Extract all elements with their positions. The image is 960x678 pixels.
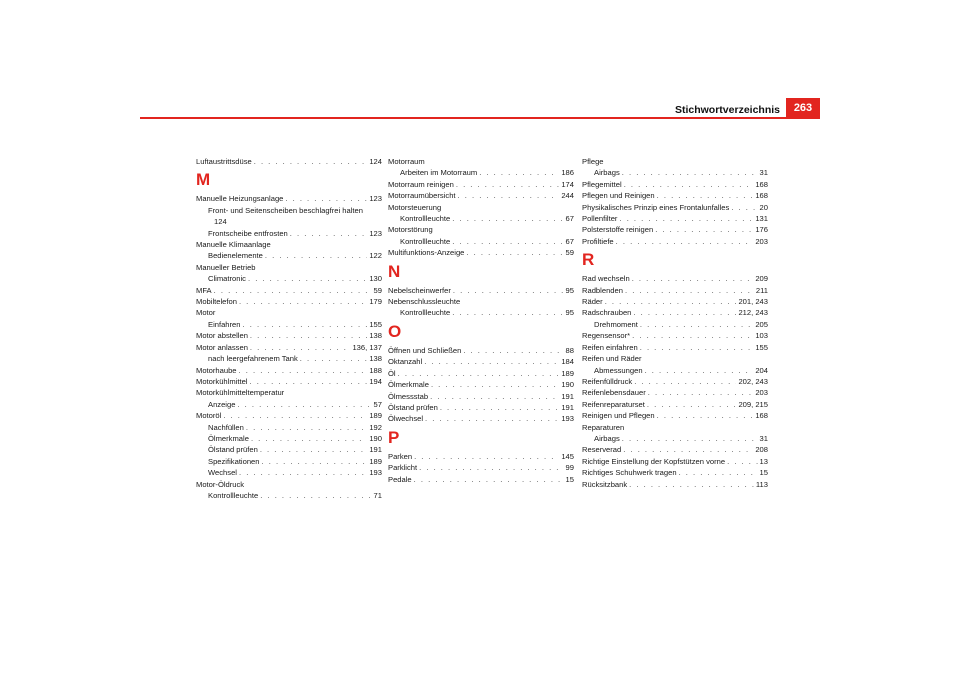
dot-leader (731, 202, 757, 213)
entry-page-ref: 155 (755, 342, 768, 352)
entry-label: Kontrollleuchte (400, 236, 451, 246)
index-entry (196, 387, 382, 398)
entry-page-ref: 208 (755, 445, 768, 455)
entry-page-ref: 15 (759, 468, 768, 478)
entry-page-ref: 124 (369, 157, 382, 166)
entry-label: Ölstand prüfen (208, 445, 258, 455)
dot-leader (625, 285, 754, 296)
entry-page-ref: 168 (755, 191, 768, 201)
entry-label: Frontscheibe entfrosten (208, 228, 288, 238)
entry-label: Parklicht (388, 463, 418, 473)
index-column-1 (196, 156, 382, 501)
index-entry (196, 156, 382, 167)
entry-page-ref: 59 (565, 248, 574, 258)
entry-page-ref: 201, 243 (738, 297, 768, 307)
entry-page-ref: 155 (369, 319, 382, 329)
index-entry (388, 190, 574, 201)
dot-leader (260, 490, 371, 501)
entry-label: Motorhaube (196, 365, 237, 375)
index-subentry (582, 167, 768, 178)
index-entry (582, 285, 768, 296)
header-title: Stichwortverzeichnis (674, 104, 780, 116)
entry-page-ref: 189 (561, 368, 574, 378)
dot-leader (419, 462, 563, 473)
entry-label: Multifunktions-Anzeige (388, 248, 465, 258)
dot-leader (629, 479, 754, 490)
entry-label: Motoröl (196, 411, 222, 421)
index-entry (388, 391, 574, 402)
index-entry (196, 296, 382, 307)
entry-label: Motorraumübersicht (388, 191, 456, 201)
entry-label: Pflegen und Reinigen (582, 191, 655, 201)
dot-leader (246, 422, 367, 433)
dot-leader (640, 319, 753, 330)
index-subentry (196, 456, 382, 467)
index-entry (388, 451, 574, 462)
dot-leader (727, 456, 757, 467)
entry-page-ref: 179 (369, 297, 382, 307)
index-subentry (388, 213, 574, 224)
entry-page-ref: 212, 243 (738, 308, 768, 318)
dot-leader (290, 228, 368, 239)
entry-label: nach leergefahrenem Tank (208, 354, 298, 364)
entry-label: Richtige Einstellung der Kopfstützen vorne (582, 456, 726, 466)
dot-leader (223, 410, 367, 421)
section-letter: O (388, 321, 402, 341)
index-entry (388, 413, 574, 424)
entry-label: Reifenreparaturset (582, 399, 645, 409)
entry-label: Motorkühlmittel (196, 376, 248, 386)
entry-label: Manuelle Klimaanlage (196, 240, 271, 250)
entry-label: Motorsteuerung (388, 202, 442, 212)
dot-leader (605, 296, 737, 307)
dot-leader (456, 179, 559, 190)
index-entry (582, 456, 768, 467)
index-entry (388, 296, 574, 307)
entry-page-ref: 130 (369, 274, 382, 284)
entry-label: Pflege (582, 157, 604, 166)
entry-label: Ölmerkmale (208, 433, 249, 443)
dot-leader (237, 399, 371, 410)
entry-page-ref: 57 (373, 399, 382, 409)
dot-leader (479, 167, 559, 178)
dot-leader (616, 236, 754, 247)
entry-label: Ölmerkmale (388, 380, 429, 390)
index-subentry (196, 205, 382, 216)
index-entry (582, 479, 768, 490)
entry-label: Drehmoment (594, 319, 638, 329)
entry-page-ref: 186 (561, 168, 574, 178)
entry-page-ref: 244 (561, 191, 574, 201)
entry-page-ref: 189 (369, 411, 382, 421)
entry-page-ref: 67 (565, 214, 574, 224)
index-subentry (196, 490, 382, 501)
index-subentry (582, 319, 768, 330)
entry-label: MFA (196, 285, 212, 295)
index-subentry (196, 444, 382, 455)
dot-leader (260, 444, 368, 455)
entry-label: Manuelle Heizungsanlage (196, 194, 284, 204)
entry-page-ref: 123 (369, 228, 382, 238)
entry-label: Rad wechseln (582, 274, 630, 284)
dot-leader (640, 342, 754, 353)
entry-page-ref: 205 (755, 319, 768, 329)
entry-page-ref: 191 (561, 391, 574, 401)
entry-label: Kontrollleuchte (208, 490, 259, 500)
entry-label: Räder (582, 297, 603, 307)
entry-label: Öl (388, 368, 396, 378)
entry-page-ref: 168 (755, 179, 768, 189)
dot-leader (250, 330, 367, 341)
index-entry (582, 236, 768, 247)
dot-leader (458, 190, 560, 201)
index-entry (582, 202, 768, 213)
entry-label: Motorraum reinigen (388, 179, 454, 189)
index-entry (196, 342, 382, 353)
dot-leader (645, 365, 754, 376)
index-subentry (196, 422, 382, 433)
dot-leader (250, 342, 351, 353)
entry-page-ref: 123 (369, 194, 382, 204)
index-subentry (388, 167, 574, 178)
entry-page-ref: 31 (759, 433, 768, 443)
index-entry (388, 285, 574, 296)
index-entry (582, 190, 768, 201)
index-subentry (196, 250, 382, 261)
dot-leader (431, 379, 559, 390)
dot-leader (398, 368, 560, 379)
entry-label: Motor (196, 308, 216, 318)
entry-label: Reifen einfahren (582, 342, 638, 352)
entry-label: Pollenfilter (582, 214, 618, 224)
index-entry (196, 239, 382, 250)
dot-leader (262, 456, 368, 467)
index-entry (582, 467, 768, 478)
entry-label: Nebelscheinwerfer (388, 285, 451, 295)
index-entry (196, 479, 382, 490)
entry-page-ref: 190 (369, 433, 382, 443)
entry-page-ref: 88 (565, 345, 574, 355)
entry-label: Spezifikationen (208, 456, 260, 466)
entry-page-ref: 191 (561, 402, 574, 412)
entry-label: Airbags (594, 168, 620, 178)
index-entry (582, 224, 768, 235)
entry-page-ref: 20 (759, 202, 768, 212)
entry-label: Radblenden (582, 285, 623, 295)
index-subentry (196, 273, 382, 284)
dot-leader (414, 451, 559, 462)
index-entry (388, 356, 574, 367)
index-entry (582, 342, 768, 353)
dot-leader (463, 345, 563, 356)
entry-page-ref: 194 (369, 376, 382, 386)
index-entry (388, 368, 574, 379)
entry-label: Oktanzahl (388, 357, 423, 367)
entry-label: Reifen und Räder (582, 354, 642, 364)
dot-leader (414, 474, 564, 485)
entry-page-ref: 67 (565, 236, 574, 246)
entry-label: Wechsel (208, 468, 237, 478)
dot-leader (452, 213, 563, 224)
dot-leader (453, 285, 564, 296)
dot-leader (657, 410, 754, 421)
entry-page-ref: 209, 215 (738, 399, 768, 409)
entry-page-ref: 113 (755, 479, 768, 489)
index-entry (388, 224, 574, 235)
entry-label: Motorkühlmitteltemperatur (196, 388, 285, 398)
entry-label: Front- und Seitenscheiben beschlagfrei halten (208, 205, 363, 215)
index-entry (582, 213, 768, 224)
index-subentry (388, 307, 574, 318)
index-entry (388, 474, 574, 485)
entry-label: Radschrauben (582, 308, 632, 318)
index-entry (582, 273, 768, 284)
entry-page-ref: 189 (369, 456, 382, 466)
dot-leader (424, 356, 559, 367)
dot-leader (634, 376, 736, 387)
index-entry (388, 179, 574, 190)
entry-page-ref: 95 (565, 308, 574, 318)
entry-label: Reifenlebensdauer (582, 388, 646, 398)
entry-page-ref: 31 (759, 168, 768, 178)
index-subentry (582, 365, 768, 376)
entry-page-ref: 209 (755, 274, 768, 284)
dot-leader (624, 179, 754, 190)
index-entry (582, 330, 768, 341)
index-entry (388, 462, 574, 473)
entry-label: Kontrollleuchte (400, 214, 451, 224)
dot-leader (248, 273, 367, 284)
entry-label: Motorstörung (388, 225, 433, 235)
dot-leader (623, 444, 753, 455)
index-entry (388, 202, 574, 213)
index-entry (582, 422, 768, 433)
section-letter: M (196, 170, 211, 190)
entry-label: Ölstand prüfen (388, 402, 438, 412)
dot-leader (622, 433, 758, 444)
index-entry (582, 353, 768, 364)
entry-page-ref: 203 (755, 388, 768, 398)
entry-label: Kontrollleuchte (400, 308, 451, 318)
dot-leader (647, 399, 737, 410)
index-entry (196, 330, 382, 341)
entry-label: Airbags (594, 433, 620, 443)
entry-label: Luftaustrittsdüse (196, 157, 252, 166)
entry-page-ref: 168 (755, 411, 768, 421)
index-column-2 (388, 156, 574, 485)
entry-page-ref: 203 (755, 236, 768, 246)
entry-page-ref: 193 (561, 414, 574, 424)
entry-label: Regensensor* (582, 331, 631, 341)
index-entry (582, 444, 768, 455)
entry-page-ref: 136, 137 (352, 342, 382, 352)
index-entry (388, 345, 574, 356)
entry-page-ref: 122 (369, 251, 382, 261)
entry-label: Reparaturen (582, 422, 625, 432)
dot-leader (239, 365, 368, 376)
index-subentry (196, 399, 382, 410)
entry-page-ref: 59 (373, 285, 382, 295)
entry-page-ref: 13 (759, 456, 768, 466)
index-entry (388, 247, 574, 258)
entry-label: Abmessungen (594, 365, 643, 375)
dot-leader (239, 467, 367, 478)
dot-leader (632, 273, 754, 284)
entry-label: Nachfüllen (208, 422, 244, 432)
index-subentry (388, 236, 574, 247)
dot-leader (251, 433, 367, 444)
entry-page-ref: 191 (369, 445, 382, 455)
index-entry (196, 193, 382, 204)
index-entry (196, 216, 382, 227)
index-entry (388, 402, 574, 413)
entry-page-ref: 192 (369, 422, 382, 432)
dot-leader (440, 402, 560, 413)
index-entry (582, 410, 768, 421)
dot-leader (655, 224, 753, 235)
index-entry (196, 307, 382, 318)
dot-leader (265, 250, 367, 261)
index-entry (196, 410, 382, 421)
index-entry (388, 156, 574, 167)
entry-label: Pedale (388, 474, 412, 484)
entry-page-ref: 204 (755, 365, 768, 375)
entry-label: Profiltiefe (582, 236, 614, 246)
section-letter: P (388, 427, 400, 447)
dot-leader (285, 193, 367, 204)
entry-label: Rücksitzbank (582, 479, 628, 489)
dot-leader (622, 167, 758, 178)
index-entry (196, 376, 382, 387)
dot-leader (300, 353, 368, 364)
index-subentry (196, 228, 382, 239)
entry-label: Mobiltelefon (196, 297, 237, 307)
index-entry (582, 399, 768, 410)
dot-leader (633, 307, 736, 318)
entry-page-ref: 211 (755, 285, 768, 295)
index-entry (582, 376, 768, 387)
entry-label: Pflegemittel (582, 179, 622, 189)
index-entry (196, 365, 382, 376)
dot-leader (254, 156, 368, 167)
index-subentry (196, 353, 382, 364)
entry-label: 124 (214, 217, 227, 227)
entry-page-ref: 138 (369, 331, 382, 341)
index-entry (196, 262, 382, 273)
entry-page-ref: 15 (565, 474, 574, 484)
entry-label: Climatronic (208, 274, 246, 284)
entry-page-ref: 190 (561, 380, 574, 390)
index-subentry (582, 433, 768, 444)
entry-label: Richtiges Schuhwerk tragen (582, 468, 677, 478)
entry-page-ref: 176 (755, 225, 768, 235)
entry-page-ref: 131 (755, 214, 768, 224)
dot-leader (452, 307, 563, 318)
dot-leader (243, 319, 368, 330)
section-letter: R (582, 250, 595, 270)
entry-label: Motorraum (388, 157, 425, 166)
dot-leader (466, 247, 563, 258)
entry-label: Motor abstellen (196, 331, 248, 341)
entry-page-ref: 184 (561, 357, 574, 367)
entry-page-ref: 145 (561, 451, 574, 461)
dot-leader (679, 467, 758, 478)
entry-page-ref: 103 (755, 331, 768, 341)
entry-label: Bedienelemente (208, 251, 263, 261)
entry-label: Physikalisches Prinzip eines Frontalunfalles (582, 202, 730, 212)
entry-page-ref: 193 (369, 468, 382, 478)
dot-leader (425, 413, 559, 424)
index-column-3 (582, 156, 768, 490)
dot-leader (239, 296, 367, 307)
entry-label: Anzeige (208, 399, 236, 409)
index-entry (582, 179, 768, 190)
index-entry (196, 285, 382, 296)
entry-label: Ölmessstab (388, 391, 429, 401)
index-entry (582, 296, 768, 307)
entry-label: Einfahren (208, 319, 241, 329)
dot-leader (214, 285, 372, 296)
entry-label: Öffnen und Schließen (388, 345, 462, 355)
entry-label: Motor-Öldruck (196, 479, 245, 489)
entry-label: Polsterstoffe reinigen (582, 225, 654, 235)
entry-page-ref: 174 (561, 179, 574, 189)
entry-label: Nebenschlussleuchte (388, 297, 461, 307)
index-subentry (196, 319, 382, 330)
entry-page-ref: 95 (565, 285, 574, 295)
entry-label: Reinigen und Pflegen (582, 411, 655, 421)
entry-page-ref: 138 (369, 354, 382, 364)
entry-page-ref: 188 (369, 365, 382, 375)
dot-leader (632, 330, 753, 341)
dot-leader (430, 391, 559, 402)
entry-label: Parken (388, 451, 413, 461)
dot-leader (249, 376, 367, 387)
entry-label: Reifenfülldruck (582, 376, 633, 386)
section-letter: N (388, 261, 401, 281)
entry-label: Reserverad (582, 445, 622, 455)
entry-label: Arbeiten im Motorraum (400, 168, 478, 178)
index-subentry (196, 433, 382, 444)
dot-leader (619, 213, 753, 224)
header-rule (140, 117, 820, 119)
dot-leader (657, 190, 754, 201)
entry-page-ref: 202, 243 (738, 376, 768, 386)
index-subentry (196, 467, 382, 478)
index-entry (388, 379, 574, 390)
entry-label: Ölwechsel (388, 414, 424, 424)
entry-page-ref: 71 (373, 490, 382, 500)
entry-label: Motor anlassen (196, 342, 248, 352)
dot-leader (452, 236, 563, 247)
index-entry (582, 307, 768, 318)
page-number-badge: 263 (786, 98, 820, 118)
dot-leader (648, 387, 754, 398)
entry-page-ref: 99 (565, 463, 574, 473)
entry-label: Manueller Betrieb (196, 262, 256, 272)
index-entry (582, 387, 768, 398)
index-entry (582, 156, 768, 167)
